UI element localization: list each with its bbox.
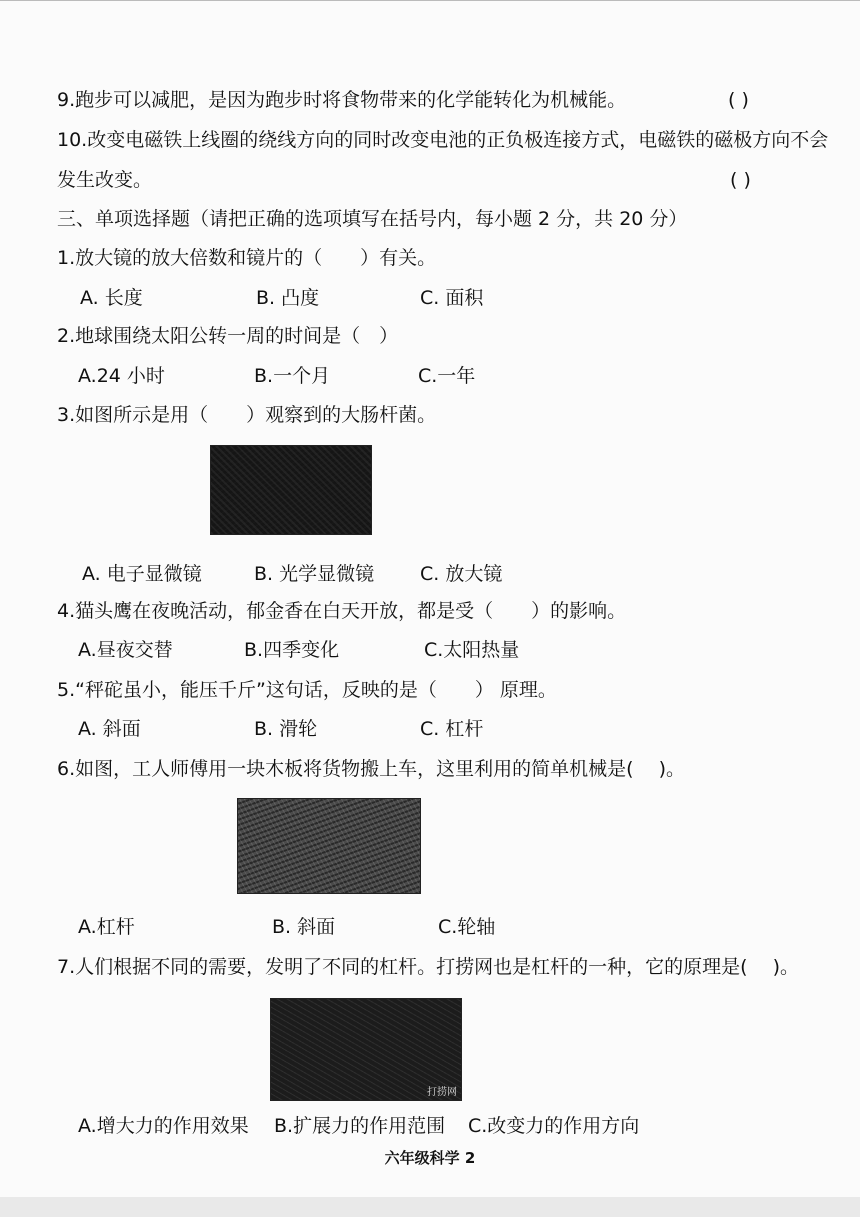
- option[interactable]: C. 面积: [420, 287, 484, 309]
- page-footer: 六年级科学 2: [384, 1149, 476, 1167]
- question-5: 5.“秤砣虽小，能压千斤”这句话，反映的是（ ） 原理。: [57, 679, 557, 701]
- image-caption: 打捞网: [427, 1087, 457, 1098]
- option[interactable]: C.太阳热量: [424, 639, 520, 661]
- option[interactable]: B. 凸度: [256, 287, 320, 309]
- option[interactable]: C.改变力的作用方向: [468, 1115, 640, 1137]
- fishing-net-image: [270, 998, 462, 1101]
- question-4: 4.猫头鹰在夜晚活动，郁金香在白天开放，都是受（ ）的影响。: [57, 600, 627, 622]
- answer-paren-10[interactable]: ( ): [730, 169, 751, 191]
- worker-ramp-image: [237, 798, 421, 894]
- scan-bottom-edge: [0, 1197, 860, 1217]
- option[interactable]: A. 电子显微镜: [82, 563, 202, 585]
- question-6: 6.如图，工人师傅用一块木板将货物搬上车，这里利用的简单机械是( )。: [57, 758, 685, 780]
- answer-paren-9[interactable]: ( ): [728, 89, 749, 111]
- option[interactable]: B. 滑轮: [254, 718, 318, 740]
- tf-question-10: 10.改变电磁铁上线圈的绕线方向的同时改变电池的正负极连接方式，电磁铁的磁极方向不会: [57, 129, 829, 151]
- section-heading: 三、单项选择题（请把正确的选项填写在括号内，每小题 2 分，共 20 分）: [57, 208, 688, 230]
- bacteria-micrograph-image: [210, 445, 372, 535]
- option[interactable]: A.昼夜交替: [78, 639, 173, 661]
- question-2: 2.地球围绕太阳公转一周的时间是（ ）: [57, 325, 399, 347]
- option[interactable]: B. 光学显微镜: [254, 563, 375, 585]
- option[interactable]: C. 放大镜: [420, 563, 503, 585]
- option[interactable]: A.24 小时: [78, 365, 165, 387]
- question-7: 7.人们根据不同的需要，发明了不同的杠杆。打捞网也是杠杆的一种，它的原理是( )。: [57, 956, 799, 978]
- option[interactable]: A. 斜面: [78, 718, 141, 740]
- tf-question-9: 9.跑步可以减肥，是因为跑步时将食物带来的化学能转化为机械能。: [57, 89, 627, 111]
- option[interactable]: B.四季变化: [244, 639, 340, 661]
- question-3: 3.如图所示是用（ ）观察到的大肠杆菌。: [57, 404, 437, 426]
- option[interactable]: C. 杠杆: [420, 718, 484, 740]
- option[interactable]: B. 斜面: [272, 916, 336, 938]
- option[interactable]: A.增大力的作用效果: [78, 1115, 249, 1137]
- option[interactable]: C.一年: [418, 365, 476, 387]
- option[interactable]: A. 长度: [80, 287, 143, 309]
- option[interactable]: B.扩展力的作用范围: [274, 1115, 446, 1137]
- tf-question-10-cont: 发生改变。: [57, 169, 153, 191]
- option[interactable]: B.一个月: [254, 365, 331, 387]
- question-1: 1.放大镜的放大倍数和镜片的（ ）有关。: [57, 247, 437, 269]
- option[interactable]: A.杠杆: [78, 916, 135, 938]
- option[interactable]: C.轮轴: [438, 916, 496, 938]
